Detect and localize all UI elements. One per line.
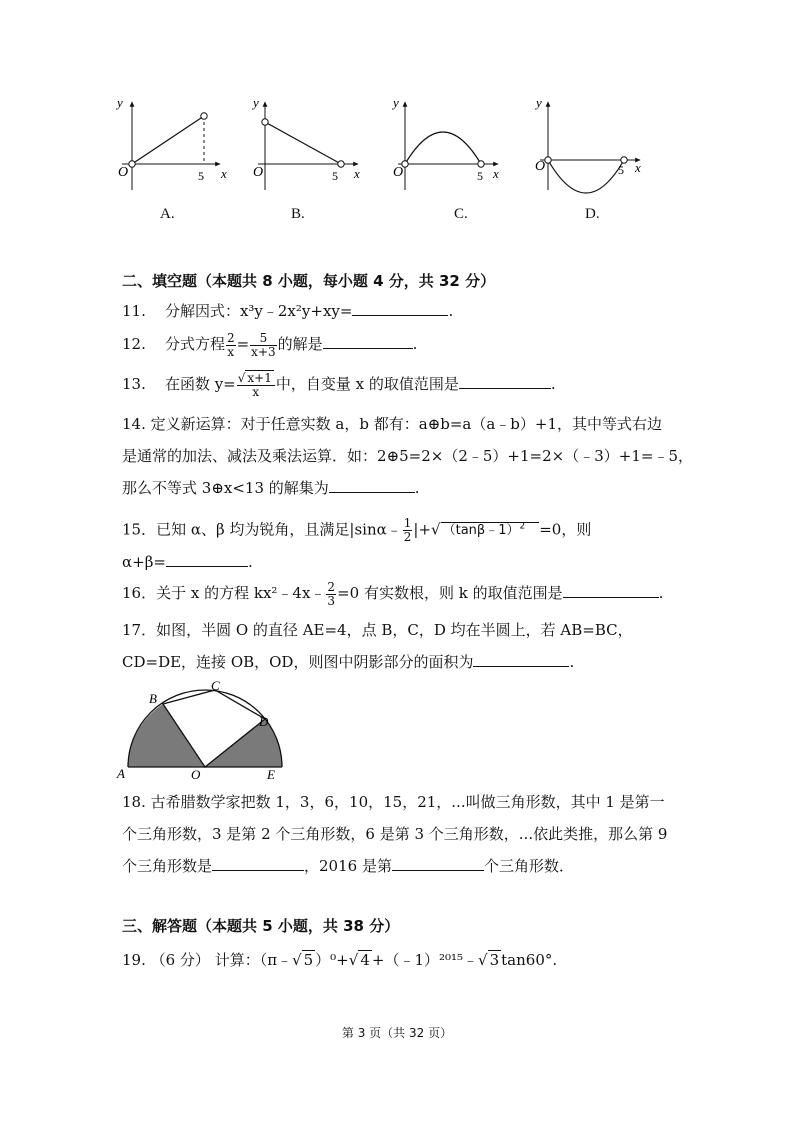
answer-blank: [352, 301, 448, 316]
svg-text:O: O: [191, 767, 201, 782]
graph-c: [391, 95, 499, 190]
svg-text:y: y: [536, 95, 542, 110]
svg-text:E: E: [267, 767, 275, 782]
svg-text:C: C: [211, 678, 220, 693]
radical: （tanβ﹣1）$^2$: [441, 522, 540, 538]
answer-blank: [212, 856, 304, 871]
svg-text:5: 5: [477, 169, 483, 183]
question-18-line-1: 18. 古希腊数学家把数 1，3，6，10，15，21，...叫做三角形数，其中 1 是第一: [122, 793, 665, 811]
svg-text:5: 5: [332, 169, 338, 183]
question-17-line-2: CD=DE，连接 OB，OD，则图中阴影部分的面积为 .: [122, 653, 575, 671]
question-18-line-2: 个三角形数，3 是第 2 个三角形数，6 是第 3 个三角形数，...依此类推，那么第 9: [122, 825, 668, 843]
answer-blank: [563, 583, 659, 598]
section-3-heading: 三、解答题（本题共 5 小题，共 38 分）: [122, 917, 400, 935]
answer-blank: [323, 334, 413, 349]
origin-label: O: [118, 165, 129, 180]
option-b-label: B.: [291, 206, 305, 222]
fraction-2-over-x: $\frac{2}{x}$: [226, 330, 235, 359]
svg-text:y: y: [253, 95, 259, 110]
svg-text:y: y: [393, 95, 399, 110]
semicircle-figure: [115, 678, 295, 782]
tick-label: 5: [198, 169, 204, 183]
answer-blank: [329, 478, 415, 493]
svg-text:B: B: [149, 691, 157, 706]
svg-text:O: O: [393, 165, 404, 180]
answer-blank: [459, 374, 551, 389]
page-footer: 第 3 页（共 32 页）: [341, 1026, 453, 1040]
option-graphs: [100, 90, 700, 200]
question-16: 16．关于 x 的方程 kx²﹣4x﹣ $\frac{2}{3}$ =0 有实数根，则 k 的取值范围是 .: [122, 579, 664, 608]
question-18-line-3: 个三角形数是 ，2016 是第 个三角形数．: [122, 857, 574, 875]
axis-y-label: y: [117, 95, 123, 110]
answer-blank: [392, 856, 484, 871]
question-15-line-1: 15．已知 α、β 均为锐角，且满足|sinα﹣ $\frac{1}{2}$ |+√ （tanβ﹣1）$^2$ =0，则: [122, 515, 592, 544]
question-14-line-2: 是通常的加法、减法及乘法运算．如：2⊕5=2×（2﹣5）+1=2×（﹣3）+1=﹣5，: [122, 447, 693, 465]
svg-text:x: x: [635, 160, 641, 175]
graph-b: [251, 95, 360, 190]
svg-text:O: O: [253, 165, 264, 180]
question-15-line-2: α+β= .: [122, 553, 253, 571]
option-d-label: D.: [585, 206, 600, 222]
question-17-line-1: 17．如图，半圆 O 的直径 AE=4，点 B，C，D 均在半圆上，若 AB=BC，: [122, 621, 633, 639]
question-19: 19. （6 分） 计算：（π﹣√ 5 ）⁰+√ 4 +（﹣1）²⁰¹⁵﹣√ 3 tan60°.: [122, 951, 558, 969]
answer-blank: [166, 552, 248, 567]
graph-a: [115, 95, 227, 190]
graph-d: [534, 95, 641, 193]
question-14-line-1: 14. 定义新运算：对于任意实数 a，b 都有：a⊕b=a（a﹣b）+1，其中等式右边: [122, 415, 662, 433]
svg-text:D: D: [259, 714, 269, 729]
svg-text:O: O: [535, 159, 546, 174]
question-14-line-3: 那么不等式 3⊕x<13 的解集为 .: [122, 479, 420, 497]
svg-text:x: x: [493, 166, 499, 181]
svg-text:5: 5: [618, 163, 624, 177]
section-2-heading: 二、填空题（本题共 8 小题，每小题 4 分，共 32 分）: [122, 272, 496, 290]
option-a-label: A.: [160, 206, 175, 222]
fraction-5-over-x3: $\frac{5}{x+3}$: [251, 330, 276, 359]
option-c-label: C.: [454, 206, 468, 222]
svg-text:A: A: [117, 766, 125, 781]
question-12: 12. 分式方程 $\frac{2}{x}$ = $\frac{5}{x+3}$ 的解是 .: [122, 330, 418, 359]
question-11: 11. 分解因式：x³y﹣2x²y+xy= .: [122, 302, 454, 320]
answer-blank: [473, 652, 569, 667]
svg-text:x: x: [354, 166, 360, 181]
question-13: 13. 在函数 y= $\frac{√ x+1}{x}$ 中，自变量 x 的取值范围是 .: [122, 370, 556, 399]
axis-x-label: x: [221, 166, 227, 181]
fraction-sqrt: $\frac{√ x+1}{x}$: [237, 372, 275, 399]
